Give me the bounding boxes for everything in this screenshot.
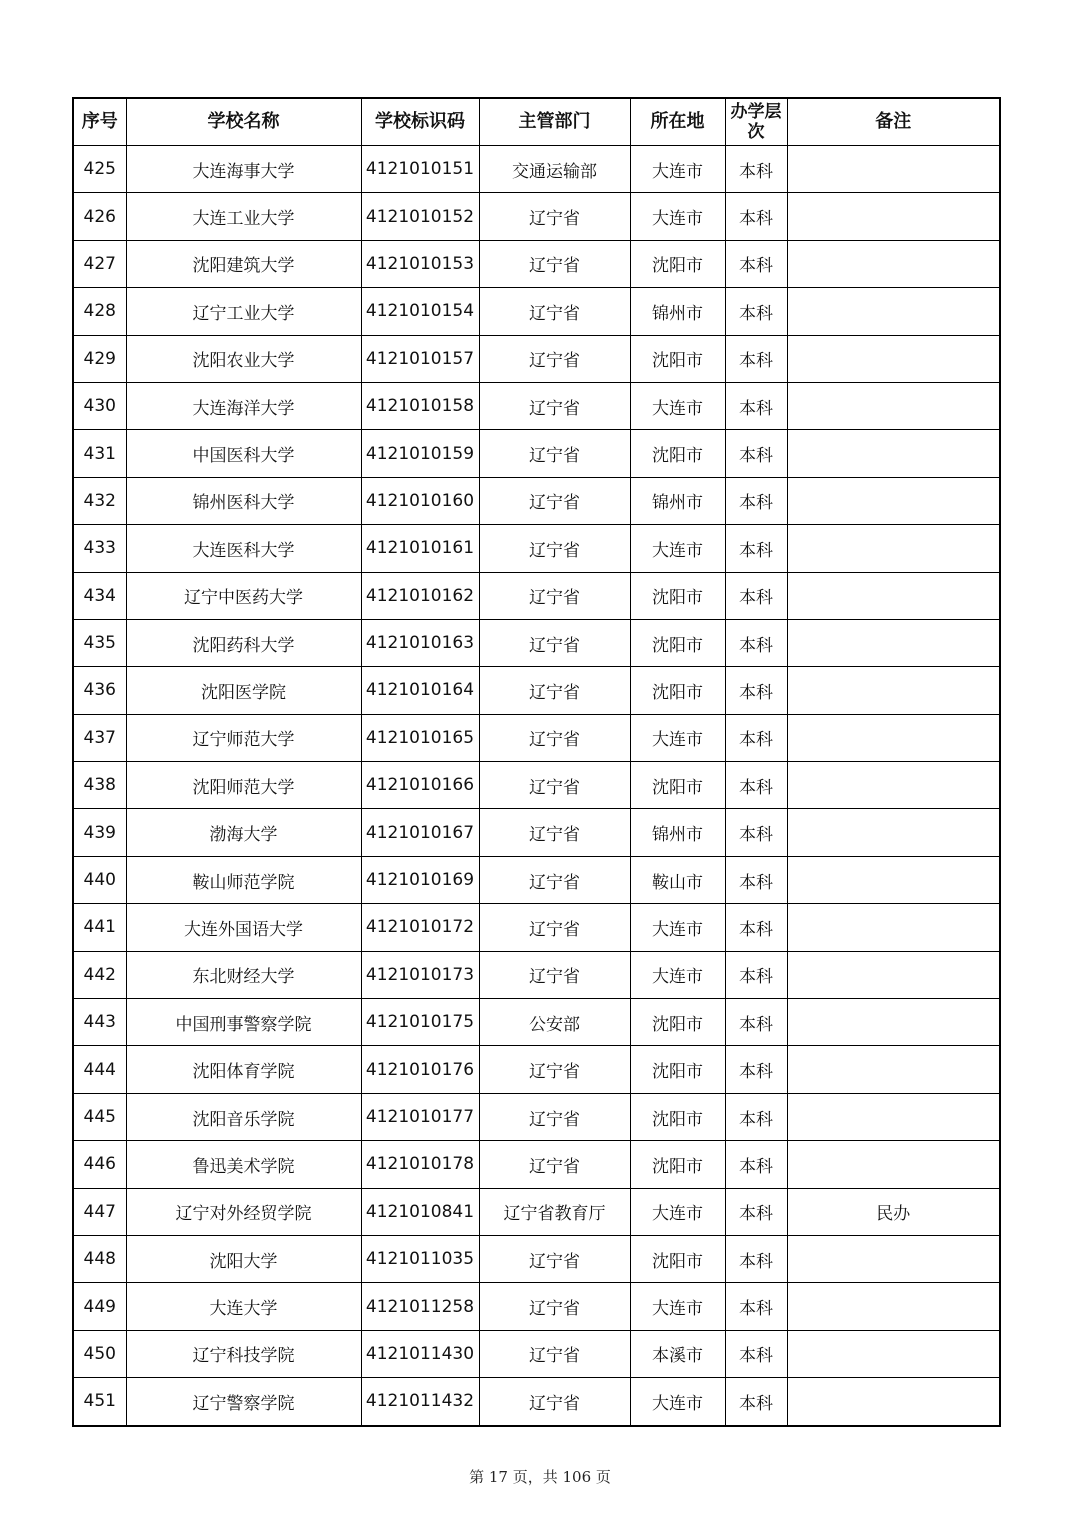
cell-department: 辽宁省 xyxy=(479,382,630,429)
cell-level: 本科 xyxy=(725,240,787,287)
cell-department: 辽宁省 xyxy=(479,714,630,761)
cell-department: 辽宁省教育厅 xyxy=(479,1188,630,1235)
cell-school-name: 大连海事大学 xyxy=(126,146,361,193)
cell-remarks xyxy=(787,572,1000,619)
table-row xyxy=(73,477,1000,524)
cell-school-code: 4121011258 xyxy=(361,1283,479,1330)
header-remarks: 备注 xyxy=(787,98,1000,146)
cell-remarks xyxy=(787,999,1000,1046)
cell-location: 沈阳市 xyxy=(630,667,725,714)
cell-level: 本科 xyxy=(725,667,787,714)
table-row xyxy=(73,762,1000,809)
cell-remarks xyxy=(787,951,1000,998)
table-row xyxy=(73,1235,1000,1282)
cell-school-name: 鞍山师范学院 xyxy=(126,856,361,903)
table-row xyxy=(73,1188,1000,1235)
cell-school-code: 4121010841 xyxy=(361,1188,479,1235)
cell-department: 辽宁省 xyxy=(479,951,630,998)
cell-index: 435 xyxy=(73,619,126,666)
header-school-name: 学校名称 xyxy=(126,98,361,146)
cell-level: 本科 xyxy=(725,477,787,524)
table-row xyxy=(73,146,1000,193)
cell-location: 沈阳市 xyxy=(630,430,725,477)
cell-school-name: 渤海大学 xyxy=(126,809,361,856)
cell-level: 本科 xyxy=(725,193,787,240)
cell-school-name: 辽宁警察学院 xyxy=(126,1378,361,1426)
cell-remarks xyxy=(787,856,1000,903)
header-level: 办学层次 xyxy=(725,98,787,146)
cell-school-name: 沈阳药科大学 xyxy=(126,619,361,666)
cell-school-name: 沈阳师范大学 xyxy=(126,762,361,809)
cell-school-name: 锦州医科大学 xyxy=(126,477,361,524)
cell-school-code: 4121010173 xyxy=(361,951,479,998)
cell-level: 本科 xyxy=(725,619,787,666)
cell-location: 大连市 xyxy=(630,525,725,572)
cell-department: 辽宁省 xyxy=(479,1046,630,1093)
cell-level: 本科 xyxy=(725,572,787,619)
cell-index: 427 xyxy=(73,240,126,287)
cell-department: 辽宁省 xyxy=(479,809,630,856)
cell-department: 辽宁省 xyxy=(479,619,630,666)
cell-school-name: 大连海洋大学 xyxy=(126,382,361,429)
table-row xyxy=(73,572,1000,619)
cell-index: 445 xyxy=(73,1093,126,1140)
cell-school-code: 4121010151 xyxy=(361,146,479,193)
cell-location: 沈阳市 xyxy=(630,1141,725,1188)
cell-location: 大连市 xyxy=(630,904,725,951)
cell-school-name: 中国医科大学 xyxy=(126,430,361,477)
cell-remarks xyxy=(787,430,1000,477)
cell-index: 434 xyxy=(73,572,126,619)
cell-location: 沈阳市 xyxy=(630,335,725,382)
cell-index: 448 xyxy=(73,1235,126,1282)
cell-index: 440 xyxy=(73,856,126,903)
cell-level: 本科 xyxy=(725,1330,787,1377)
cell-index: 438 xyxy=(73,762,126,809)
cell-level: 本科 xyxy=(725,1235,787,1282)
table-body xyxy=(73,146,1000,1426)
table-row xyxy=(73,904,1000,951)
cell-school-code: 4121010159 xyxy=(361,430,479,477)
cell-level: 本科 xyxy=(725,1141,787,1188)
cell-school-code: 4121010172 xyxy=(361,904,479,951)
cell-school-name: 鲁迅美术学院 xyxy=(126,1141,361,1188)
table-row xyxy=(73,240,1000,287)
cell-location: 本溪市 xyxy=(630,1330,725,1377)
cell-index: 426 xyxy=(73,193,126,240)
cell-location: 大连市 xyxy=(630,193,725,240)
cell-school-code: 4121010153 xyxy=(361,240,479,287)
header-index: 序号 xyxy=(73,98,126,146)
cell-remarks xyxy=(787,667,1000,714)
cell-school-name: 大连医科大学 xyxy=(126,525,361,572)
table-row xyxy=(73,1093,1000,1140)
cell-level: 本科 xyxy=(725,1093,787,1140)
cell-level: 本科 xyxy=(725,288,787,335)
cell-school-code: 4121011430 xyxy=(361,1330,479,1377)
cell-index: 431 xyxy=(73,430,126,477)
cell-school-code: 4121010169 xyxy=(361,856,479,903)
header-school-code: 学校标识码 xyxy=(361,98,479,146)
cell-remarks xyxy=(787,714,1000,761)
cell-location: 大连市 xyxy=(630,714,725,761)
cell-level: 本科 xyxy=(725,1046,787,1093)
cell-index: 443 xyxy=(73,999,126,1046)
cell-location: 大连市 xyxy=(630,1378,725,1426)
cell-school-name: 东北财经大学 xyxy=(126,951,361,998)
cell-school-code: 4121010167 xyxy=(361,809,479,856)
cell-remarks xyxy=(787,193,1000,240)
table-row xyxy=(73,335,1000,382)
cell-index: 451 xyxy=(73,1378,126,1426)
cell-level: 本科 xyxy=(725,1283,787,1330)
cell-index: 446 xyxy=(73,1141,126,1188)
cell-level: 本科 xyxy=(725,525,787,572)
cell-level: 本科 xyxy=(725,335,787,382)
cell-level: 本科 xyxy=(725,714,787,761)
cell-school-name: 辽宁师范大学 xyxy=(126,714,361,761)
cell-school-name: 沈阳农业大学 xyxy=(126,335,361,382)
cell-level: 本科 xyxy=(725,951,787,998)
cell-index: 429 xyxy=(73,335,126,382)
cell-school-name: 沈阳体育学院 xyxy=(126,1046,361,1093)
table-row xyxy=(73,1141,1000,1188)
cell-remarks xyxy=(787,904,1000,951)
cell-location: 沈阳市 xyxy=(630,1235,725,1282)
cell-school-code: 4121010160 xyxy=(361,477,479,524)
cell-index: 433 xyxy=(73,525,126,572)
cell-remarks xyxy=(787,1378,1000,1426)
table-row xyxy=(73,525,1000,572)
cell-school-name: 辽宁中医药大学 xyxy=(126,572,361,619)
table-row xyxy=(73,1378,1000,1426)
cell-level: 本科 xyxy=(725,999,787,1046)
table-row xyxy=(73,1283,1000,1330)
cell-level: 本科 xyxy=(725,762,787,809)
table-row xyxy=(73,809,1000,856)
table-row xyxy=(73,430,1000,477)
cell-location: 沈阳市 xyxy=(630,762,725,809)
cell-level: 本科 xyxy=(725,809,787,856)
cell-location: 大连市 xyxy=(630,1283,725,1330)
cell-department: 辽宁省 xyxy=(479,525,630,572)
cell-index: 441 xyxy=(73,904,126,951)
cell-school-code: 4121010166 xyxy=(361,762,479,809)
cell-location: 鞍山市 xyxy=(630,856,725,903)
table-header xyxy=(73,98,1000,146)
cell-school-code: 4121010157 xyxy=(361,335,479,382)
cell-level: 本科 xyxy=(725,856,787,903)
table-row xyxy=(73,193,1000,240)
cell-school-name: 沈阳大学 xyxy=(126,1235,361,1282)
cell-remarks xyxy=(787,1093,1000,1140)
header-location: 所在地 xyxy=(630,98,725,146)
cell-level: 本科 xyxy=(725,430,787,477)
cell-location: 大连市 xyxy=(630,146,725,193)
cell-index: 425 xyxy=(73,146,126,193)
cell-location: 沈阳市 xyxy=(630,999,725,1046)
cell-department: 辽宁省 xyxy=(479,1378,630,1426)
cell-index: 436 xyxy=(73,667,126,714)
cell-index: 442 xyxy=(73,951,126,998)
cell-school-code: 4121010177 xyxy=(361,1093,479,1140)
cell-index: 450 xyxy=(73,1330,126,1377)
cell-index: 428 xyxy=(73,288,126,335)
cell-level: 本科 xyxy=(725,382,787,429)
cell-location: 锦州市 xyxy=(630,288,725,335)
cell-department: 辽宁省 xyxy=(479,667,630,714)
table-row xyxy=(73,288,1000,335)
cell-department: 辽宁省 xyxy=(479,193,630,240)
cell-location: 沈阳市 xyxy=(630,1093,725,1140)
cell-school-name: 沈阳建筑大学 xyxy=(126,240,361,287)
cell-school-code: 4121010178 xyxy=(361,1141,479,1188)
cell-remarks: 民办 xyxy=(787,1188,1000,1235)
cell-department: 辽宁省 xyxy=(479,240,630,287)
cell-department: 辽宁省 xyxy=(479,335,630,382)
cell-remarks xyxy=(787,1330,1000,1377)
cell-department: 辽宁省 xyxy=(479,477,630,524)
table-row xyxy=(73,667,1000,714)
cell-department: 辽宁省 xyxy=(479,1093,630,1140)
table-row xyxy=(73,714,1000,761)
cell-school-name: 大连工业大学 xyxy=(126,193,361,240)
cell-school-code: 4121010165 xyxy=(361,714,479,761)
table-row xyxy=(73,951,1000,998)
cell-level: 本科 xyxy=(725,1188,787,1235)
cell-location: 沈阳市 xyxy=(630,572,725,619)
cell-school-code: 4121011035 xyxy=(361,1235,479,1282)
cell-department: 辽宁省 xyxy=(479,288,630,335)
cell-department: 辽宁省 xyxy=(479,430,630,477)
cell-school-code: 4121010176 xyxy=(361,1046,479,1093)
cell-remarks xyxy=(787,1235,1000,1282)
cell-remarks xyxy=(787,288,1000,335)
header-department: 主管部门 xyxy=(479,98,630,146)
cell-department: 交通运输部 xyxy=(479,146,630,193)
cell-remarks xyxy=(787,619,1000,666)
cell-remarks xyxy=(787,477,1000,524)
cell-school-code: 4121010175 xyxy=(361,999,479,1046)
cell-remarks xyxy=(787,335,1000,382)
cell-department: 辽宁省 xyxy=(479,1283,630,1330)
cell-index: 432 xyxy=(73,477,126,524)
cell-department: 辽宁省 xyxy=(479,762,630,809)
cell-school-name: 大连外国语大学 xyxy=(126,904,361,951)
cell-department: 辽宁省 xyxy=(479,572,630,619)
page-footer: 第 17 页，共 106 页 xyxy=(469,1468,611,1486)
cell-school-code: 4121010162 xyxy=(361,572,479,619)
cell-school-code: 4121010161 xyxy=(361,525,479,572)
cell-school-name: 中国刑事警察学院 xyxy=(126,999,361,1046)
cell-index: 439 xyxy=(73,809,126,856)
cell-school-code: 4121010154 xyxy=(361,288,479,335)
cell-location: 大连市 xyxy=(630,1188,725,1235)
cell-location: 大连市 xyxy=(630,382,725,429)
cell-level: 本科 xyxy=(725,1378,787,1426)
cell-index: 437 xyxy=(73,714,126,761)
cell-index: 444 xyxy=(73,1046,126,1093)
cell-remarks xyxy=(787,1141,1000,1188)
cell-school-name: 沈阳音乐学院 xyxy=(126,1093,361,1140)
cell-location: 锦州市 xyxy=(630,477,725,524)
table-row xyxy=(73,382,1000,429)
cell-school-code: 4121010164 xyxy=(361,667,479,714)
cell-remarks xyxy=(787,809,1000,856)
cell-level: 本科 xyxy=(725,904,787,951)
cell-location: 大连市 xyxy=(630,951,725,998)
cell-location: 沈阳市 xyxy=(630,1046,725,1093)
cell-school-name: 沈阳医学院 xyxy=(126,667,361,714)
cell-remarks xyxy=(787,762,1000,809)
cell-remarks xyxy=(787,240,1000,287)
cell-index: 449 xyxy=(73,1283,126,1330)
cell-location: 沈阳市 xyxy=(630,240,725,287)
school-list-table xyxy=(72,97,1001,1427)
cell-department: 辽宁省 xyxy=(479,1235,630,1282)
cell-remarks xyxy=(787,1046,1000,1093)
cell-school-code: 4121010163 xyxy=(361,619,479,666)
cell-level: 本科 xyxy=(725,146,787,193)
cell-department: 辽宁省 xyxy=(479,904,630,951)
cell-school-name: 辽宁工业大学 xyxy=(126,288,361,335)
cell-school-code: 4121011432 xyxy=(361,1378,479,1426)
cell-department: 辽宁省 xyxy=(479,1141,630,1188)
cell-remarks xyxy=(787,382,1000,429)
cell-index: 430 xyxy=(73,382,126,429)
cell-school-name: 辽宁对外经贸学院 xyxy=(126,1188,361,1235)
cell-school-name: 辽宁科技学院 xyxy=(126,1330,361,1377)
cell-location: 锦州市 xyxy=(630,809,725,856)
cell-remarks xyxy=(787,525,1000,572)
cell-school-code: 4121010152 xyxy=(361,193,479,240)
cell-department: 辽宁省 xyxy=(479,856,630,903)
cell-remarks xyxy=(787,1283,1000,1330)
cell-remarks xyxy=(787,146,1000,193)
cell-location: 沈阳市 xyxy=(630,619,725,666)
table-row xyxy=(73,1330,1000,1377)
header-row xyxy=(73,98,1000,146)
cell-department: 公安部 xyxy=(479,999,630,1046)
table-row xyxy=(73,1046,1000,1093)
cell-department: 辽宁省 xyxy=(479,1330,630,1377)
table-row xyxy=(73,619,1000,666)
table-row xyxy=(73,999,1000,1046)
table-row xyxy=(73,856,1000,903)
cell-school-name: 大连大学 xyxy=(126,1283,361,1330)
cell-index: 447 xyxy=(73,1188,126,1235)
cell-school-code: 4121010158 xyxy=(361,382,479,429)
